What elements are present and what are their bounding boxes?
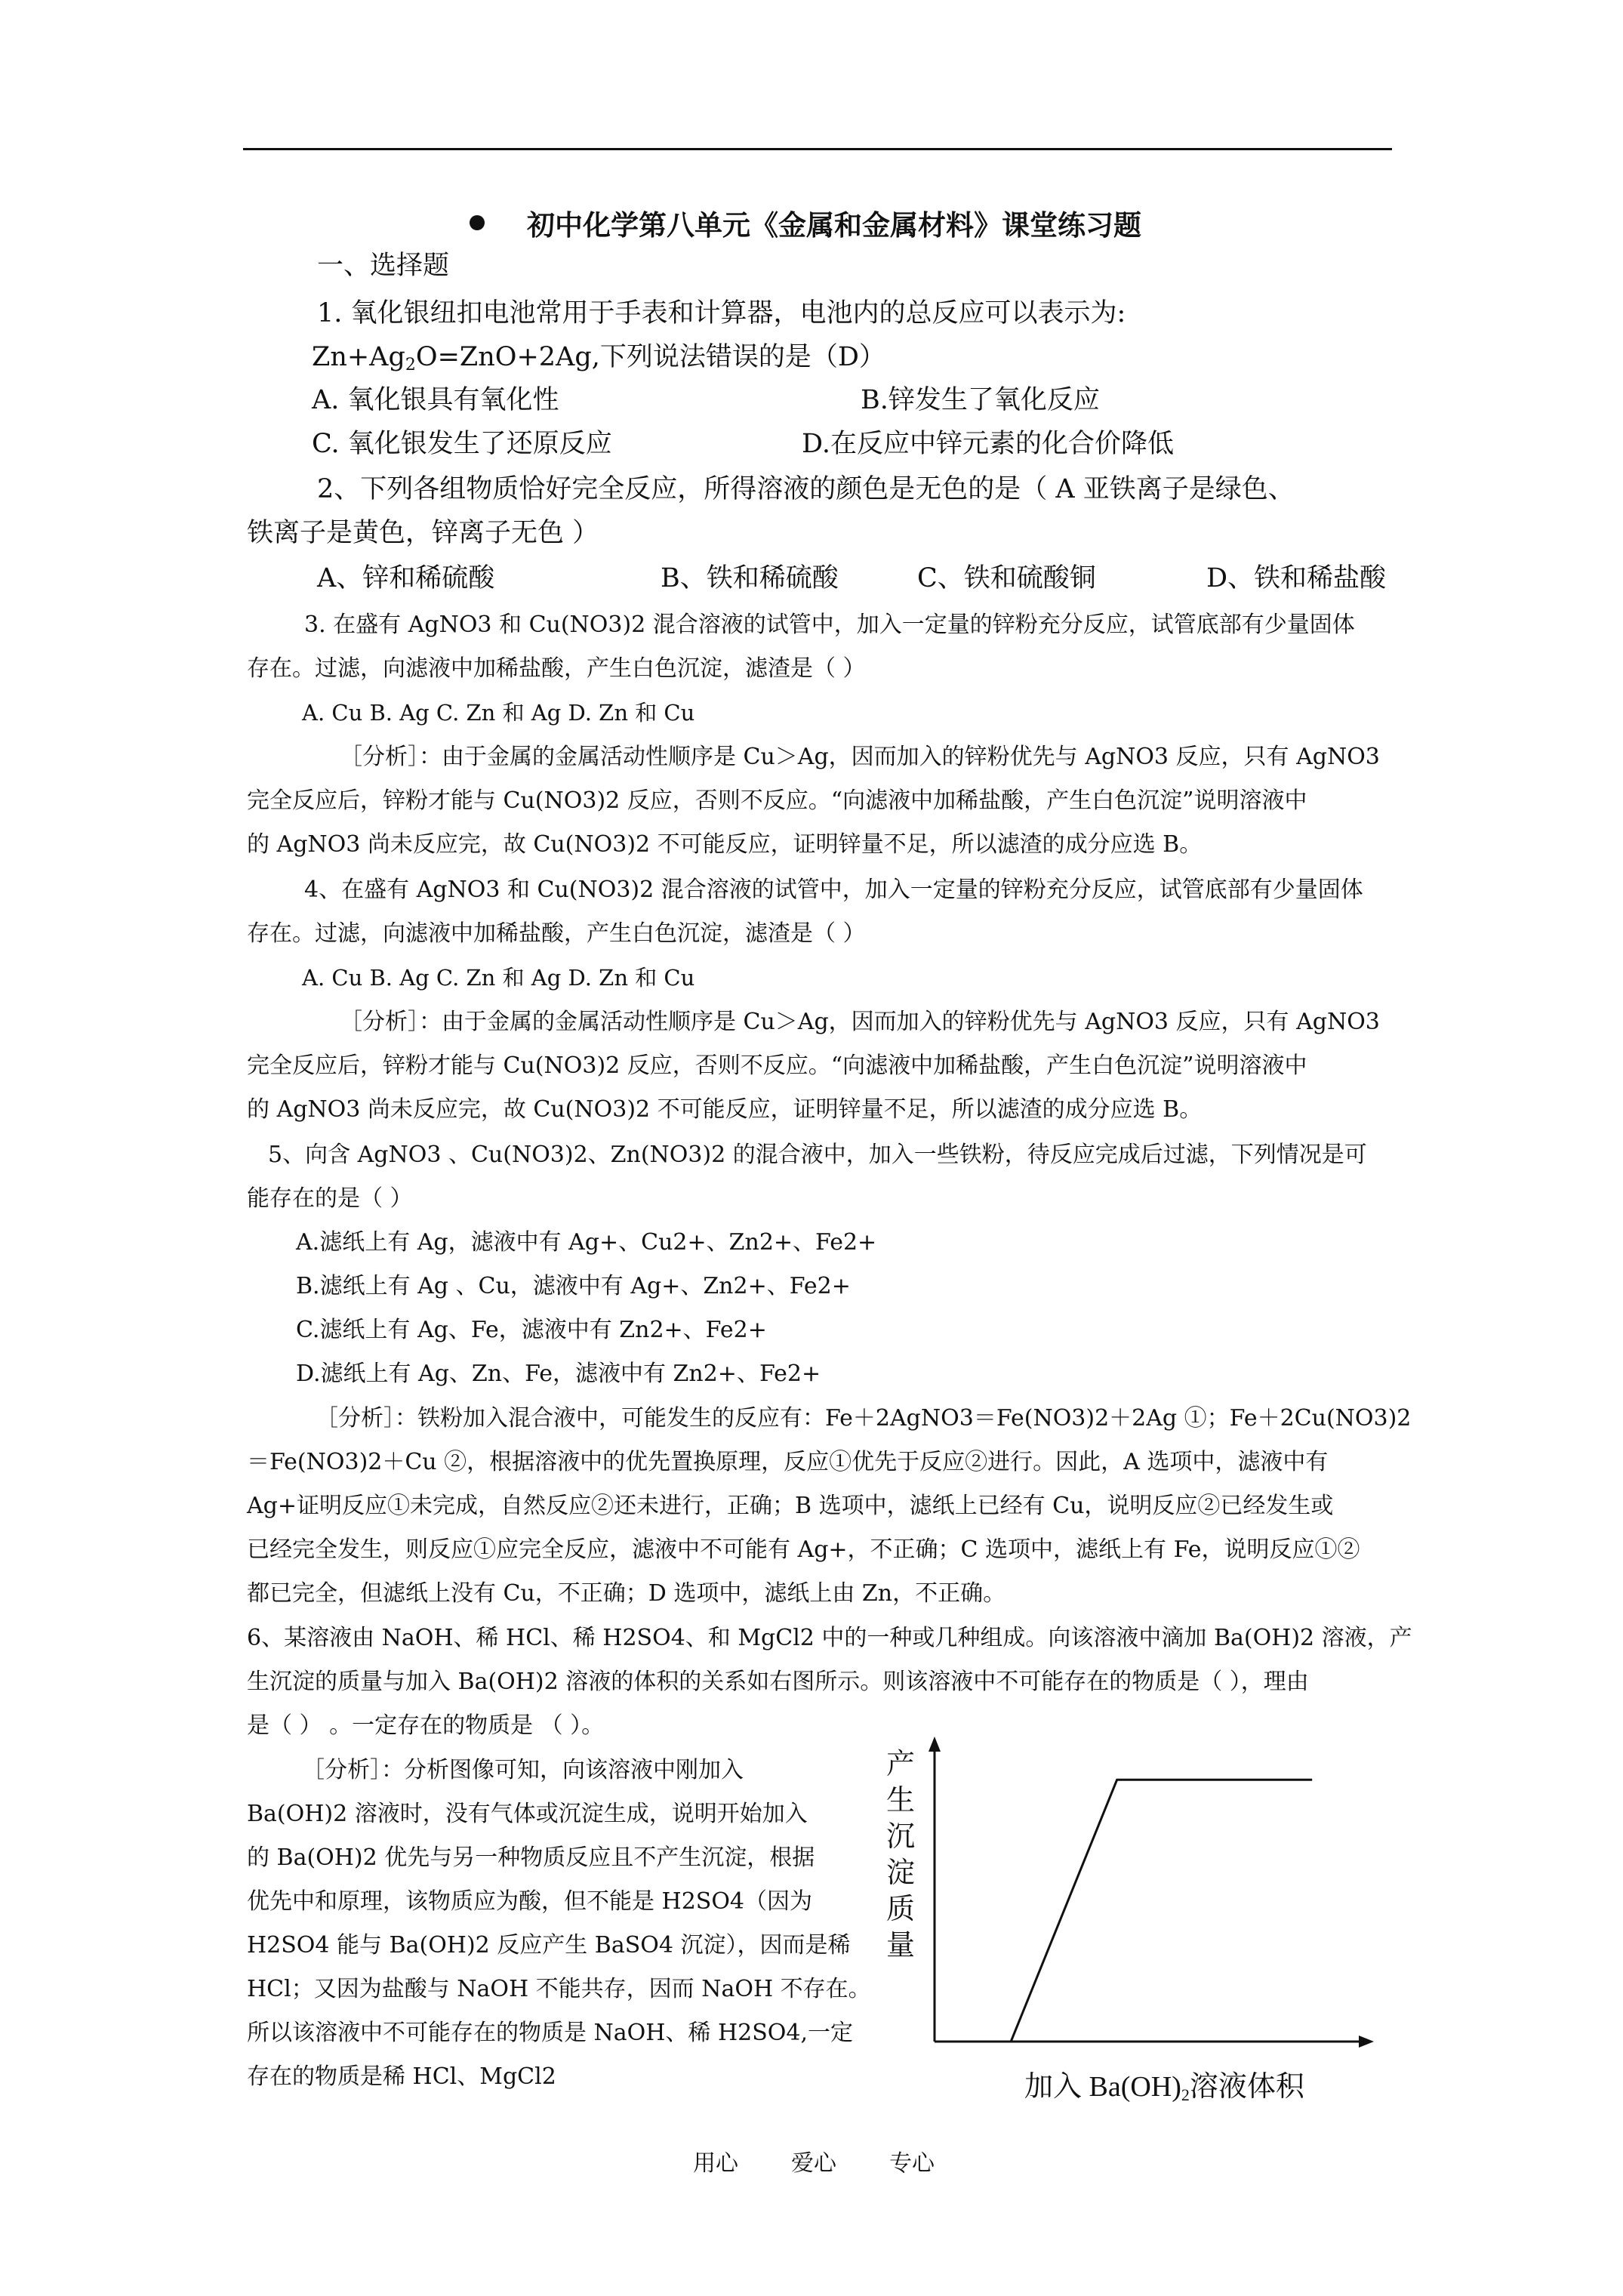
q5-analysis-line2: ＝Fe(NO3)2＋Cu ②，根据溶液中的优先置换原理，反应①优先于反应②进行。因此，A 选项中，滤液中有 — [247, 1449, 1329, 1475]
q6-analysis-line3: 的 Ba(OH)2 优先与另一种物质反应且不产生沉淀，根据 — [247, 1845, 815, 1871]
q6-analysis-line5: H2SO4 能与 Ba(OH)2 反应产生 BaSO4 沉淀），因而是稀 — [247, 1932, 851, 1959]
bullet-icon — [470, 215, 485, 230]
q5-analysis-line5: 都已完全，但滤纸上没有 Cu，不正确；D 选项中，滤纸上由 Zn，不正确。 — [247, 1580, 1006, 1607]
q4-stem-line1: 4、在盛有 AgNO3 和 Cu(NO3)2 混合溶液的试管中，加入一定量的锌粉充分反应，试管底部有少量固体 — [304, 877, 1363, 903]
q2-option-d: D、铁和稀盐酸 — [1206, 563, 1387, 593]
q1-equation — [312, 344, 885, 374]
q6-stem-line1: 6、某溶液由 NaOH、稀 HCl、稀 H2SO4、和 MgCl2 中的一种或几种组成。向该溶液中滴加 Ba(OH)2 溶液，产 — [247, 1625, 1412, 1651]
q1-option-a: A. 氧化银具有氧化性 — [312, 385, 559, 415]
header-rule — [243, 148, 1392, 150]
x-axis-label-main: 加入 Ba(OH) — [1024, 2071, 1181, 2103]
q5-analysis-line4: 已经完全发生，则反应①应完全反应，滤液中不可能有 Ag+，不正确；C 选项中，滤纸上有 Fe，说明反应①② — [247, 1536, 1360, 1563]
footer-text-1: 用心 — [693, 2150, 738, 2177]
series-line — [935, 1780, 1312, 2042]
q2-option-a: A、锌和稀硫酸 — [317, 563, 495, 593]
q5-option-c: C.滤纸上有 Ag、Fe，滤液中有 Zn2+、Fe2+ — [296, 1317, 767, 1343]
q6-stem-line3: 是（ ） 。一定存在的物质是 （ ）。 — [247, 1712, 605, 1739]
q4-analysis-line2: 完全反应后，锌粉才能与 Cu(NO3)2 反应，否则不反应。“向滤液中加稀盐酸，产生白色沉淀”说明溶液中 — [247, 1052, 1307, 1079]
q5-stem-line1: 5、向含 AgNO3 、Cu(NO3)2、Zn(NO3)2 的混合液中，加入一些铁粉，待反应完成后过滤，下列情况是可 — [268, 1142, 1367, 1168]
title-text: 初中化学第八单元《金属和金属材料》课堂练习题 — [527, 208, 1141, 242]
q2-stem-line2: 铁离子是黄色，锌离子无色 ） — [247, 518, 599, 548]
x-axis-label — [1024, 2063, 1304, 2105]
page-title — [470, 202, 1141, 243]
q1-stem: 1. 氧化银纽扣电池常用于手表和计算器，电池内的总反应可以表示为: — [317, 298, 1126, 328]
x-axis-arrow-icon — [1359, 2036, 1374, 2048]
q3-analysis-line3: 的 AgNO3 尚未反应完，故 Cu(NO3)2 不可能反应，证明锌量不足，所以滤渣的成分应选 B。 — [247, 831, 1203, 858]
q6-analysis-line4: 优先中和原理，该物质应为酸，但不能是 H2SO4（因为 — [247, 1888, 813, 1915]
q3-stem-line2: 存在。过滤，向滤液中加稀盐酸，产生白色沉淀，滤渣是（ ） — [247, 655, 866, 682]
q5-analysis-line1: ［分析］：铁粉加入混合液中，可能发生的反应有：Fe＋2AgNO3＝Fe(NO3)2＋2Ag ①；Fe＋2Cu(NO3)2 — [316, 1405, 1412, 1432]
q1-eq-subscript: 2 — [405, 356, 416, 374]
q1-option-d: D.在反应中锌元素的化合价降低 — [802, 429, 1174, 459]
footer-text-2: 爱心 — [791, 2150, 836, 2177]
q2-option-c: C、铁和硫酸铜 — [917, 563, 1096, 593]
q5-stem-line2: 能存在的是（ ） — [247, 1185, 413, 1212]
section-heading: 一、选择题 — [317, 251, 450, 281]
page-footer — [693, 2144, 987, 2177]
q6-analysis-line8: 存在的物质是稀 HCl、MgCl2 — [247, 2063, 556, 2090]
q3-stem-line1: 3. 在盛有 AgNO3 和 Cu(NO3)2 混合溶液的试管中，加入一定量的锌粉充分反应，试管底部有少量固体 — [304, 612, 1355, 638]
q5-option-a: A.滤纸上有 Ag，滤液中有 Ag+、Cu2+、Zn2+、Fe2+ — [296, 1229, 877, 1256]
q6-analysis-line2: Ba(OH)2 溶液时，没有气体或沉淀生成，说明开始加入 — [247, 1801, 808, 1827]
q2-stem-line1: 2、下列各组物质恰好完全反应，所得溶液的颜色是无色的是（ A 亚铁离子是绿色、 — [317, 474, 1295, 504]
q3-analysis-line2: 完全反应后，锌粉才能与 Cu(NO3)2 反应，否则不反应。“向滤液中加稀盐酸，产生白色沉淀”说明溶液中 — [247, 787, 1307, 814]
q1-eq-part2: O=ZnO+2Ag,下列说法错误的是（D） — [415, 342, 885, 372]
x-axis-label-tail: 溶液体积 — [1189, 2071, 1304, 2103]
y-axis-label: 产生沉淀质量 — [885, 1747, 915, 1962]
q6-analysis-line6: HCl；又因为盐酸与 NaOH 不能共存，因而 NaOH 不存在。 — [247, 1976, 871, 2002]
q2-option-b: B、铁和稀硫酸 — [661, 563, 839, 593]
q3-analysis-line1: ［分析］：由于金属的金属活动性顺序是 Cu＞Ag，因而加入的锌粉优先与 AgNO3 反应，只有 AgNO3 — [340, 744, 1380, 770]
q4-options: A. Cu B. Ag C. Zn 和 Ag D. Zn 和 Cu — [302, 965, 695, 991]
q5-option-d: D.滤纸上有 Ag、Zn、Fe，滤液中有 Zn2+、Fe2+ — [296, 1361, 821, 1387]
q4-stem-line2: 存在。过滤，向滤液中加稀盐酸，产生白色沉淀，滤渣是（ ） — [247, 920, 866, 947]
q1-option-b: B.锌发生了氧化反应 — [861, 385, 1100, 415]
q4-analysis-line3: 的 AgNO3 尚未反应完，故 Cu(NO3)2 不可能反应，证明锌量不足，所以滤渣的成分应选 B。 — [247, 1096, 1203, 1123]
q1-option-c: C. 氧化银发生了还原反应 — [312, 429, 612, 459]
precipitate-chart — [876, 1737, 1389, 2129]
footer-text-3: 专心 — [889, 2150, 935, 2177]
q4-analysis-line1: ［分析］：由于金属的金属活动性顺序是 Cu＞Ag，因而加入的锌粉优先与 AgNO3 反应，只有 AgNO3 — [340, 1009, 1380, 1035]
q6-stem-line2: 生沉淀的质量与加入 Ba(OH)2 溶液的体积的关系如右图所示。则该溶液中不可能存在的物质是（ ），理由 — [247, 1669, 1309, 1695]
q1-eq-part1: Zn+Ag — [312, 342, 405, 372]
y-axis-arrow-icon — [929, 1737, 941, 1752]
q3-options: A. Cu B. Ag C. Zn 和 Ag D. Zn 和 Cu — [302, 700, 695, 726]
q6-analysis-line7: 所以该溶液中不可能存在的物质是 NaOH、稀 H2SO4,一定 — [247, 2020, 853, 2046]
x-axis-label-subscript: 2 — [1181, 2085, 1190, 2104]
q5-option-b: B.滤纸上有 Ag 、Cu，滤液中有 Ag+、Zn2+、Fe2+ — [296, 1273, 851, 1299]
q6-analysis-line1: ［分析］：分析图像可知，向该溶液中刚加入 — [302, 1757, 744, 1783]
q5-analysis-line3: Ag+证明反应①未完成，自然反应②还未进行，正确；B 选项中，滤纸上已经有 Cu，说明反应②已经发生或 — [247, 1493, 1334, 1519]
